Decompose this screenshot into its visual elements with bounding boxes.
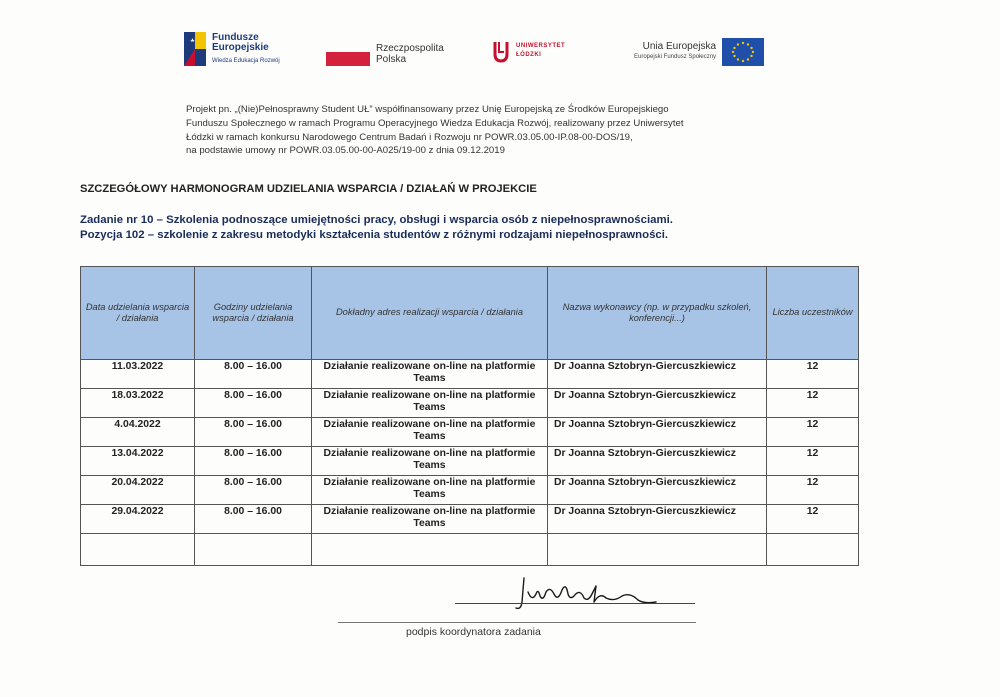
intro-line: Funduszu Społecznego w ramach Programu Operacyjnego Wiedza Edukacja Rozwój, realizowany przez Uniwersytet <box>186 117 684 129</box>
cell-address: Działanie realizowane on-line na platformie Teams <box>312 389 548 418</box>
cell-hours: 8.00 – 16.00 <box>195 418 312 447</box>
polish-flag-icon <box>326 52 370 66</box>
header-address: Dokładny adres realizacji wsparcia / działania <box>312 267 548 360</box>
table-row-empty <box>81 534 859 566</box>
cell-count: 12 <box>767 447 859 476</box>
cell-provider: Dr Joanna Sztobryn-Giercuszkiewicz <box>548 418 767 447</box>
cell-hours: 8.00 – 16.00 <box>195 447 312 476</box>
fundusze-europejskie-logo <box>184 32 280 66</box>
cell-provider: Dr Joanna Sztobryn-Giercuszkiewicz <box>548 476 767 505</box>
header-date: Data udzielania wsparcia / działania <box>81 267 195 360</box>
cell-count: 12 <box>767 418 859 447</box>
ue-sub: Europejski Fundusz Społeczny <box>634 54 717 60</box>
cell-hours: 8.00 – 16.00 <box>195 505 312 534</box>
table-row <box>81 447 859 476</box>
signature-caption: podpis koordynatora zadania <box>406 626 541 638</box>
ul-line2: ŁÓDZKI <box>516 52 542 58</box>
eu-flag-icon <box>722 38 764 66</box>
table-row <box>81 505 859 534</box>
cell-date: 11.03.2022 <box>81 360 195 389</box>
fe-line2: Europejskie <box>212 41 269 53</box>
cell-count: 12 <box>767 476 859 505</box>
cell-empty <box>312 534 548 566</box>
cell-address: Działanie realizowane on-line na platformie Teams <box>312 505 548 534</box>
ue-line1: Unia Europejska <box>642 41 717 52</box>
cell-provider: Dr Joanna Sztobryn-Giercuszkiewicz <box>548 447 767 476</box>
cell-empty <box>767 534 859 566</box>
cell-address: Działanie realizowane on-line na platformie Teams <box>312 360 548 389</box>
schedule-table <box>80 266 859 566</box>
cell-hours: 8.00 – 16.00 <box>195 360 312 389</box>
position-line: Pozycja 102 – szkolenie z zakresu metodyki kształcenia studentów z różnymi rodzajami niepełnosprawności. <box>80 229 669 241</box>
rp-line1: Rzeczpospolita <box>376 43 444 54</box>
cell-provider: Dr Joanna Sztobryn-Giercuszkiewicz <box>548 389 767 418</box>
table-row <box>81 389 859 418</box>
fe-line1: Fundusze <box>212 31 259 43</box>
table-row <box>81 418 859 447</box>
table-header-row <box>81 267 859 360</box>
task-description <box>80 213 673 243</box>
uniwersytet-lodzki-logo <box>492 38 565 64</box>
cell-provider: Dr Joanna Sztobryn-Giercuszkiewicz <box>548 505 767 534</box>
cell-count: 12 <box>767 505 859 534</box>
header-hours: Godziny udzielania wsparcia / działania <box>195 267 312 360</box>
fe-star-icon <box>184 32 206 66</box>
intro-line: Łódzki w ramach konkursu Narodowego Centrum Badań i Rozwoju nr POWR.03.05.00-IP.08-00-DOS/19, <box>186 131 633 143</box>
handwritten-signature <box>510 572 670 612</box>
table-row <box>81 360 859 389</box>
rzeczpospolita-polska-logo <box>326 42 444 66</box>
cell-hours: 8.00 – 16.00 <box>195 389 312 418</box>
cell-date: 13.04.2022 <box>81 447 195 476</box>
intro-line: na podstawie umowy nr POWR.03.05.00-00-A025/19-00 z dnia 09.12.2019 <box>186 145 505 157</box>
header-count: Liczba uczestników <box>767 267 859 360</box>
cell-hours: 8.00 – 16.00 <box>195 476 312 505</box>
cell-address: Działanie realizowane on-line na platformie Teams <box>312 447 548 476</box>
cell-provider: Dr Joanna Sztobryn-Giercuszkiewicz <box>548 360 767 389</box>
task-line: Zadanie nr 10 – Szkolenia podnoszące umiejętności pracy, obsługi i wsparcia osób z niepełnosprawnościami. <box>80 214 673 226</box>
signature-line <box>455 603 695 604</box>
cell-count: 12 <box>767 389 859 418</box>
signature-underline <box>338 622 696 623</box>
cell-date: 20.04.2022 <box>81 476 195 505</box>
table-row <box>81 476 859 505</box>
project-description <box>186 103 766 158</box>
ul-line1: UNIWERSYTET <box>516 43 566 49</box>
cell-date: 29.04.2022 <box>81 505 195 534</box>
fe-sub: Wiedza Edukacja Rozwój <box>212 57 280 64</box>
cell-date: 4.04.2022 <box>81 418 195 447</box>
cell-empty <box>195 534 312 566</box>
header-provider: Nazwa wykonawcy (np. w przypadku szkoleń, konferencji...) <box>548 267 767 360</box>
cell-empty <box>81 534 195 566</box>
document-heading: SZCZEGÓŁOWY HARMONOGRAM UDZIELANIA WSPARCIA / DZIAŁAŃ W PROJEKCIE <box>80 183 537 195</box>
ul-emblem-icon <box>492 38 510 64</box>
rp-line2: Polska <box>376 54 407 65</box>
intro-line: Projekt pn. „(Nie)Pełnosprawny Student UŁ” współfinansowany przez Unię Europejską ze Środków Europejskiego <box>186 104 669 115</box>
cell-count: 12 <box>767 360 859 389</box>
cell-empty <box>548 534 767 566</box>
cell-address: Działanie realizowane on-line na platformie Teams <box>312 418 548 447</box>
cell-date: 18.03.2022 <box>81 389 195 418</box>
logo-bar <box>180 28 780 76</box>
unia-europejska-logo <box>634 38 764 66</box>
cell-address: Działanie realizowane on-line na platformie Teams <box>312 476 548 505</box>
